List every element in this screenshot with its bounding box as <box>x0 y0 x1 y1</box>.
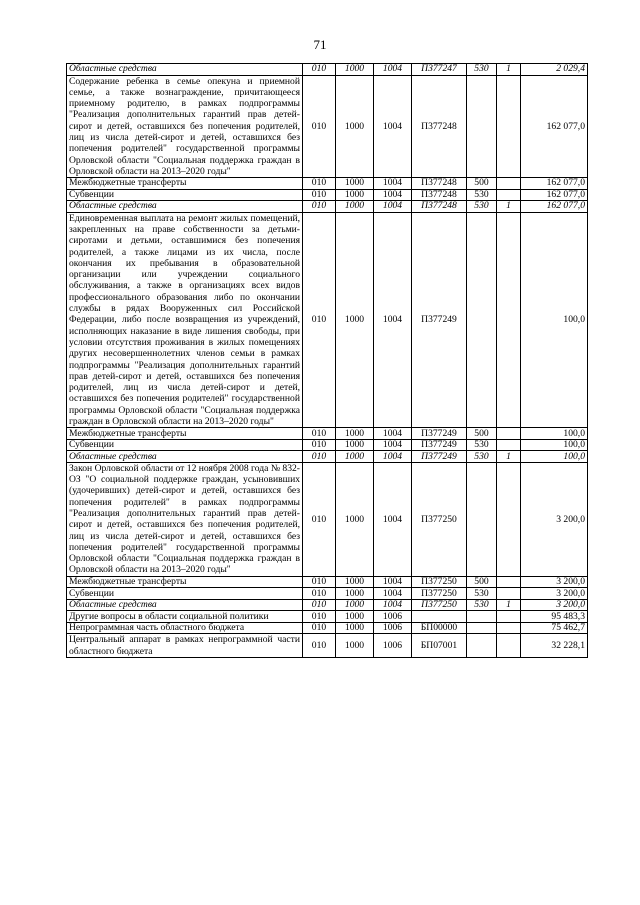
table-row <box>67 189 588 201</box>
expense-type-cell: 500 <box>467 178 497 190</box>
target-item-code-cell: П377250 <box>412 588 467 600</box>
budget-source-code-cell: 1 <box>497 451 521 463</box>
target-item-code-cell: П377248 <box>412 75 467 178</box>
budget-source-code-cell <box>497 428 521 440</box>
expense-type-cell <box>467 462 497 576</box>
amount-cell: 162 077,0 <box>521 201 588 213</box>
target-item-code-cell: П377247 <box>412 64 467 76</box>
grbs-code-cell: 010 <box>303 64 336 76</box>
table-row <box>67 622 588 634</box>
table-row <box>67 462 588 576</box>
target-item-code-cell: П377249 <box>412 212 467 428</box>
section-code-cell: 1000 <box>336 212 374 428</box>
subsection-code-cell: 1006 <box>374 622 412 634</box>
expense-type-cell: 530 <box>467 439 497 451</box>
table-row <box>67 451 588 463</box>
amount-cell: 3 200,0 <box>521 576 588 588</box>
section-code-cell: 1000 <box>336 178 374 190</box>
table-row <box>67 576 588 588</box>
grbs-code-cell: 010 <box>303 462 336 576</box>
target-item-code-cell: БП00000 <box>412 622 467 634</box>
subsection-code-cell: 1004 <box>374 201 412 213</box>
subsection-code-cell: 1004 <box>374 189 412 201</box>
grbs-code-cell: 010 <box>303 634 336 658</box>
amount-cell: 162 077,0 <box>521 178 588 190</box>
amount-cell: 2 029,4 <box>521 64 588 76</box>
row-name-cell: Областные средства <box>67 451 303 463</box>
target-item-code-cell: П377248 <box>412 189 467 201</box>
budget-source-code-cell <box>497 189 521 201</box>
budget-source-code-cell <box>497 462 521 576</box>
section-code-cell: 1000 <box>336 634 374 658</box>
row-name-cell: Субвенции <box>67 189 303 201</box>
expense-type-cell <box>467 212 497 428</box>
expense-type-cell: 530 <box>467 588 497 600</box>
subsection-code-cell: 1004 <box>374 439 412 451</box>
row-name-cell: Межбюджетные трансферты <box>67 576 303 588</box>
row-name-cell: Закон Орловской области от 12 ноября 2008 года № 832-ОЗ "О социальной поддержке граждан, усыновивших (удочеривших) детей-сирот и детей, оставшихся без попечения родителей" в рамках подпрограммы "Реализация дополнительных гарантий прав детей-сирот и детей, оставшихся без попечения родителей, лиц из числа детей-сирот и детей, оставшихся без попечения родителей" государственной программы Орловской области "Социальная поддержка граждан в Орловской области на 2013–2020 годы" <box>67 462 303 576</box>
expense-type-cell: 530 <box>467 451 497 463</box>
grbs-code-cell: 010 <box>303 451 336 463</box>
budget-source-code-cell <box>497 634 521 658</box>
target-item-code-cell: П377249 <box>412 451 467 463</box>
budget-source-code-cell: 1 <box>497 599 521 611</box>
section-code-cell: 1000 <box>336 599 374 611</box>
expense-type-cell <box>467 622 497 634</box>
grbs-code-cell: 010 <box>303 178 336 190</box>
table-row <box>67 178 588 190</box>
expense-type-cell: 500 <box>467 576 497 588</box>
amount-cell: 3 200,0 <box>521 588 588 600</box>
section-code-cell: 1000 <box>336 611 374 623</box>
section-code-cell: 1000 <box>336 64 374 76</box>
subsection-code-cell: 1004 <box>374 588 412 600</box>
grbs-code-cell: 010 <box>303 201 336 213</box>
table-body <box>67 64 588 658</box>
target-item-code-cell: П377248 <box>412 178 467 190</box>
amount-cell: 162 077,0 <box>521 189 588 201</box>
grbs-code-cell: 010 <box>303 588 336 600</box>
row-name-cell: Субвенции <box>67 439 303 451</box>
budget-source-code-cell <box>497 576 521 588</box>
section-code-cell: 1000 <box>336 622 374 634</box>
amount-cell: 32 228,1 <box>521 634 588 658</box>
grbs-code-cell: 010 <box>303 599 336 611</box>
expense-type-cell <box>467 75 497 178</box>
section-code-cell: 1000 <box>336 588 374 600</box>
row-name-cell: Другие вопросы в области социальной политики <box>67 611 303 623</box>
subsection-code-cell: 1006 <box>374 611 412 623</box>
table-row <box>67 439 588 451</box>
table-row <box>67 611 588 623</box>
grbs-code-cell: 010 <box>303 576 336 588</box>
amount-cell: 3 200,0 <box>521 599 588 611</box>
section-code-cell: 1000 <box>336 439 374 451</box>
target-item-code-cell: П377249 <box>412 428 467 440</box>
row-name-cell: Межбюджетные трансферты <box>67 428 303 440</box>
amount-cell: 100,0 <box>521 451 588 463</box>
table-row <box>67 634 588 658</box>
grbs-code-cell: 010 <box>303 611 336 623</box>
budget-source-code-cell: 1 <box>497 201 521 213</box>
grbs-code-cell: 010 <box>303 428 336 440</box>
row-name-cell: Единовременная выплата на ремонт жилых помещений, закрепленных на праве собственности за детьми-сиротами и детьми, оставшимися без попечения родителей, а также лицами из их числа, после окончания их пребывания в образовательной организации или учреждении социального обслуживания, а также в организациях всех видов профессионального образования либо по окончании службы в рядах Вооруженных сил Российской Федерации, либо после возвращения из учреждений, исполняющих наказание в виде лишения свободы, при условии отсутствия проживания в жилых помещениях других несовершеннолетних членов семьи в рамках подпрограммы "Реализация дополнительных гарантий прав детей-сирот и детей, оставшихся без попечения родителей, лиц из числа детей-сирот и детей, оставшихся без попечения родителей" государственной программы Орловской области "Социальная поддержка граждан в Орловской области на 2013–2020 годы" <box>67 212 303 428</box>
subsection-code-cell: 1004 <box>374 75 412 178</box>
section-code-cell: 1000 <box>336 189 374 201</box>
table-row <box>67 212 588 428</box>
expense-type-cell: 530 <box>467 189 497 201</box>
row-name-cell: Межбюджетные трансферты <box>67 178 303 190</box>
amount-cell: 100,0 <box>521 428 588 440</box>
budget-table <box>66 63 588 658</box>
section-code-cell: 1000 <box>336 576 374 588</box>
row-name-cell: Субвенции <box>67 588 303 600</box>
budget-source-code-cell <box>497 611 521 623</box>
budget-source-code-cell <box>497 178 521 190</box>
target-item-code-cell: БП07001 <box>412 634 467 658</box>
table-row <box>67 75 588 178</box>
budget-source-code-cell <box>497 588 521 600</box>
subsection-code-cell: 1006 <box>374 634 412 658</box>
row-name-cell: Областные средства <box>67 64 303 76</box>
amount-cell: 95 483,3 <box>521 611 588 623</box>
expense-type-cell: 500 <box>467 428 497 440</box>
budget-source-code-cell <box>497 622 521 634</box>
amount-cell: 100,0 <box>521 439 588 451</box>
row-name-cell: Областные средства <box>67 201 303 213</box>
target-item-code-cell: П377248 <box>412 201 467 213</box>
subsection-code-cell: 1004 <box>374 212 412 428</box>
amount-cell: 100,0 <box>521 212 588 428</box>
subsection-code-cell: 1004 <box>374 451 412 463</box>
subsection-code-cell: 1004 <box>374 576 412 588</box>
budget-source-code-cell <box>497 212 521 428</box>
grbs-code-cell: 010 <box>303 439 336 451</box>
amount-cell: 75 462,7 <box>521 622 588 634</box>
expense-type-cell: 530 <box>467 64 497 76</box>
target-item-code-cell: П377249 <box>412 439 467 451</box>
budget-source-code-cell <box>497 439 521 451</box>
section-code-cell: 1000 <box>336 462 374 576</box>
grbs-code-cell: 010 <box>303 75 336 178</box>
section-code-cell: 1000 <box>336 451 374 463</box>
grbs-code-cell: 010 <box>303 189 336 201</box>
subsection-code-cell: 1004 <box>374 462 412 576</box>
table-row <box>67 599 588 611</box>
subsection-code-cell: 1004 <box>374 599 412 611</box>
table-row <box>67 64 588 76</box>
target-item-code-cell <box>412 611 467 623</box>
budget-source-code-cell <box>497 75 521 178</box>
grbs-code-cell: 010 <box>303 212 336 428</box>
table-row <box>67 428 588 440</box>
subsection-code-cell: 1004 <box>374 428 412 440</box>
row-name-cell: Центральный аппарат в рамках непрограммной части областного бюджета <box>67 634 303 658</box>
expense-type-cell: 530 <box>467 599 497 611</box>
expense-type-cell <box>467 611 497 623</box>
expense-type-cell <box>467 634 497 658</box>
amount-cell: 3 200,0 <box>521 462 588 576</box>
amount-cell: 162 077,0 <box>521 75 588 178</box>
section-code-cell: 1000 <box>336 201 374 213</box>
section-code-cell: 1000 <box>336 75 374 178</box>
subsection-code-cell: 1004 <box>374 64 412 76</box>
grbs-code-cell: 010 <box>303 622 336 634</box>
row-name-cell: Областные средства <box>67 599 303 611</box>
budget-source-code-cell: 1 <box>497 64 521 76</box>
table-row <box>67 201 588 213</box>
page-number: 71 <box>313 37 327 52</box>
expense-type-cell: 530 <box>467 201 497 213</box>
target-item-code-cell: П377250 <box>412 462 467 576</box>
row-name-cell: Содержание ребенка в семье опекуна и приемной семье, а также вознаграждение, причитающееся приемному родителю, в рамках подпрограммы "Реализация дополнительных гарантий прав детей-сирот и детей, оставшихся без попечения родителей, лиц из числа детей-сирот и детей, оставшихся без попечения родителей" государственной программы Орловской области "Социальная поддержка граждан в Орловской области на 2013–2020 годы" <box>67 75 303 178</box>
row-name-cell: Непрограммная часть областного бюджета <box>67 622 303 634</box>
section-code-cell: 1000 <box>336 428 374 440</box>
target-item-code-cell: П377250 <box>412 576 467 588</box>
target-item-code-cell: П377250 <box>412 599 467 611</box>
table-row <box>67 588 588 600</box>
subsection-code-cell: 1004 <box>374 178 412 190</box>
